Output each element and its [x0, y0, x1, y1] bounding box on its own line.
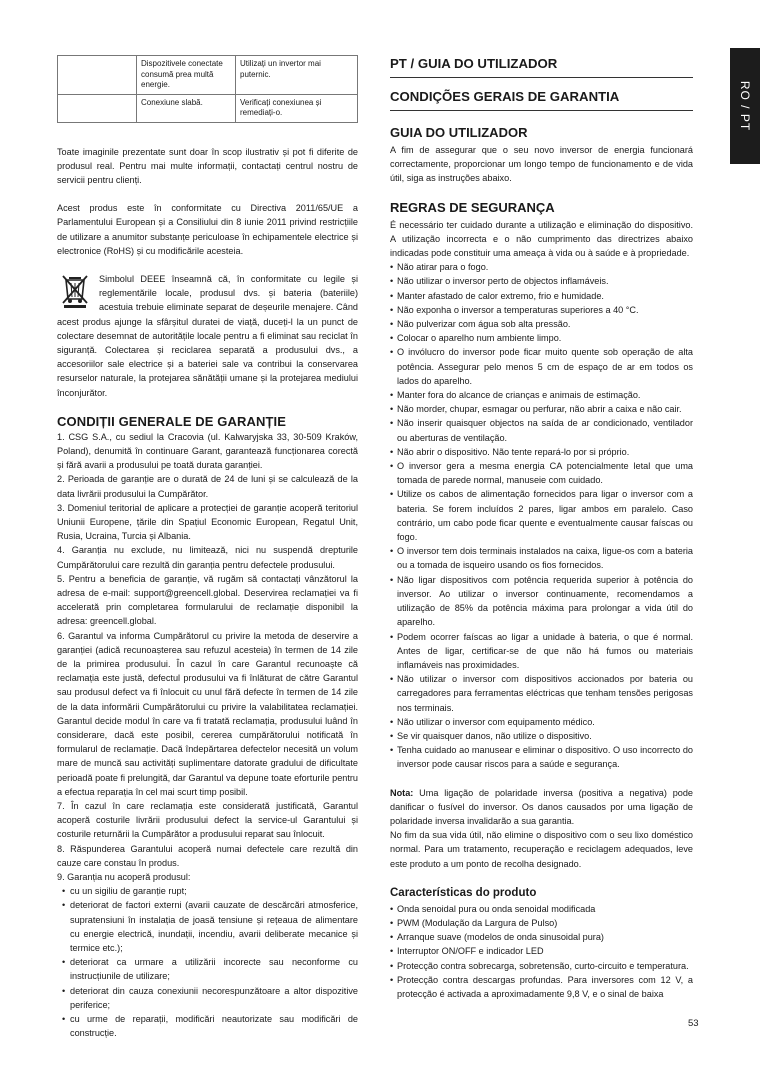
list-item: 7. În cazul în care reclamația este considerată justificată, Garantul acoperă costurile livrării produsului defect la service-ul Garantului și costurile returnării la Cumpărător a produsului reparat sau înlocuit.: [57, 801, 358, 840]
language-tab-label: RO / PT: [738, 80, 752, 132]
features-heading: Características do produto: [390, 886, 537, 899]
list-item: • Não utilizar o inversor com equipamento médico.: [390, 715, 693, 729]
list-item: • Onda senoidal pura ou onda senoidal modificada: [390, 902, 693, 916]
list-item: • cu un sigiliu de garanție rupt;: [62, 884, 358, 898]
guide-heading: GUIA DO UTILIZADOR: [390, 125, 528, 140]
list-item: • Interruptor ON/OFF e indicador LED: [390, 944, 693, 958]
table-cell-empty: [58, 94, 137, 122]
rohs-paragraph: Acest produs este în conformitate cu Directiva 2011/65/UE a Parlamentului European și a Consiliului din 8 iunie 2011 privind restricțiile de utilizare a anumitor substanțe periculoase în echipamentele electrice și electronice (RoHS) și cu modificările acesteia.: [57, 203, 358, 256]
list-item: • Manter fora do alcance de crianças e animais de estimação.: [390, 388, 693, 402]
list-item: 3. Domeniul teritorial de aplicare a protecției de garanție acoperă teritoriul Uniunii Europene, țările din Spațiul Economic European, Regatul Unit, Rusia, Ucraina, Turcia și Albania.: [57, 502, 358, 542]
list-item: • Não pulverizar com água sob alta pressão.: [390, 317, 693, 331]
note-text: Uma ligação de polaridade inversa (positiva a negativa) pode danificar o fusível do inversor. Os danos causados por uma ligação de polaridade inversa invalidarão a sua garantia.: [390, 787, 693, 826]
list-item: • Tenha cuidado ao manusear e eliminar o dispositivo. O uso incorrecto do inversor pode causar riscos para a saúde e segurança.: [390, 743, 693, 771]
features-list: [390, 902, 693, 1001]
troubleshooting-table: [57, 55, 358, 123]
warranty-list: [57, 430, 358, 885]
list-item: 2. Perioada de garanție are o durată de 24 de luni și se calculează de la data livrării produsului la Cumpărător.: [57, 474, 358, 499]
list-item: • Manter afastado de calor extremo, frio e humidade.: [390, 289, 693, 303]
list-item: • Podem ocorrer faíscas ao ligar a unidade à bateria, o que é normal. Antes de ligar, certificar-se de que não há fumos ou materiais inflamáveis nas proximidades.: [390, 630, 693, 673]
table-cell-solution: Verificați conexiunea și remediați-o.: [236, 94, 358, 122]
list-item: • Não exponha o inversor a temperaturas superiores a 40 °C.: [390, 303, 693, 317]
right-column: [390, 55, 693, 1001]
list-item: 9. Garanția nu acoperă produsul:: [57, 872, 191, 883]
safety-list: [390, 260, 693, 771]
list-item: • deteriorat de factori externi (avarii cauzate de descărcări atmosferice, supratensiuni în instalația de joasă tensiune și rețeaua de alimentare cu energie electrică, inundații, incendiu, avarii deliberate mecanice și termice etc.);: [62, 898, 358, 955]
list-item: • O inversor tem dois terminais instalados na caixa, ligue-os com a bateria ou a tomada de isqueiro usando os fios fornecidos.: [390, 544, 693, 572]
weee-block: [57, 272, 358, 400]
list-item: • Não utilizar o inversor com dispositivos accionados por bateria ou carregadores para ferramentas eléctricas que tenham tensões perigosas nos terminais.: [390, 672, 693, 715]
page-title: PT / GUIA DO UTILIZADOR: [390, 55, 693, 78]
list-item: • PWM (Modulação da Largura de Pulso): [390, 916, 693, 930]
safety-heading: REGRAS DE SEGURANÇA: [390, 199, 555, 215]
list-item: • cu urme de reparații, modificări neautorizate sau modificări de construcție.: [62, 1012, 358, 1040]
table-row: [58, 94, 358, 122]
images-disclaimer: Toate imaginile prezentate sunt doar în scop ilustrativ și pot fi diferite de produsul real. Pentru mai multe informații, contactați centrul nostru de servicii pentru clienți.: [57, 146, 358, 185]
list-item: • Não morder, chupar, esmagar ou perfurar, não abrir a caixa e não cair.: [390, 402, 693, 416]
list-item: • Colocar o aparelho num ambiente limpo.: [390, 331, 693, 345]
weee-bin-icon: [61, 274, 89, 308]
disposal-paragraph: No fim da sua vida útil, não elimine o dispositivo com o seu lixo doméstico normal. Para um tratamento, recuperação e reciclagem adequados, leve este produto a um ponto de recolha designado.: [390, 830, 693, 869]
list-item: • Não abrir o dispositivo. Não tente repará-lo por si próprio.: [390, 445, 693, 459]
list-item: • Não atirar para o fogo.: [390, 260, 693, 274]
table-cell-problem: Dispozitivele conectate consumă prea multă energie.: [137, 56, 236, 95]
list-item: 1. CSG S.A., cu sediul la Cracovia (ul. Kalwaryjska 33, 30-509 Kraków, Poland), denumită în continuare Garant, garantează funcționarea corectă și fără avarii a produsului pe toată durata garanției.: [57, 431, 358, 471]
left-column: [57, 55, 358, 1040]
page-number: 53: [688, 1018, 699, 1029]
table-cell-solution: Utilizați un invertor mai puternic.: [236, 56, 358, 95]
list-item: • deteriorat ca urmare a utilizării incorecte sau neconforme cu instrucțiunile de utilizare;: [62, 955, 358, 983]
page-subtitle: CONDIÇÕES GERAIS DE GARANTIA: [390, 88, 693, 111]
guide-paragraph: A fim de assegurar que o seu novo inversor de energia funcionará correctamente, proporcionar um longo tempo de funcionamento e de vida útil, siga as instruções abaixo.: [390, 145, 693, 184]
list-item: • Não utilizar o inversor perto de objectos inflamáveis.: [390, 274, 693, 288]
list-item: 5. Pentru a beneficia de garanție, vă rugăm să contactați vânzătorul la adresa de e-mail: support@greencell.global. Deservirea reclamației va fi accelerată prin completarea formularului de reclamație disponibil la adresa: greencell.global.: [57, 573, 358, 627]
list-item: • Se vir quaisquer danos, não utilize o dispositivo.: [390, 729, 693, 743]
warranty-exclusions: [57, 884, 358, 1040]
list-item: 8. Răspunderea Garantului acoperă numai defectele care rezultă din cauze care constau în produs.: [57, 843, 358, 868]
list-item: 6. Garantul va informa Cumpărătorul cu privire la metoda de deservire a garanției (adică recunoașterea sau refuzul acesteia) în termen de 14 zile de la primirea produsului. În cazul în care Garantul recunoaște că reclamația este justă, defectul produsului va fi înlăturat de către Garantul sau produsul defect va fi înlocuit cu unul fără defecte în termen de 14 zile de la data informării Cumpărătorului cu privire la valabilitatea reclamației. Garantul decide modul în care va fi tratată reclamația, produsului luând în considerare, dacă este posibil, cererea cumpărătorului notificată în formularul de reclamație. Dacă îndepărtarea defectelor necesită un volum mare de muncă sau activități suplimentare datorate gradului de dificultate perioadă poate fi prelungită, dar Garantul va depune toate eforturile pentru a efectua reparația în cel mai scurt timp posibil.: [57, 630, 358, 797]
warranty-heading: CONDIȚII GENERALE DE GARANȚIE: [57, 413, 286, 429]
list-item: • Utilize os cabos de alimentação fornecidos para ligar o inversor com a bateria. Se forem incluídos 2 pares, ligar ambos em paralelo. Caso contrário, um cabo pode ficar quente e eventualmente causar faíscas ou fogo.: [390, 487, 693, 544]
safety-intro: É necessário ter cuidado durante a utilização e eliminação do dispositivo. A utilização incorrecta e o não cumprimento das directrizes abaixo indicadas pode constituir uma ameaça à vida ou à saúde e à propriedade.: [390, 219, 693, 259]
list-item: • Não inserir quaisquer objectos na saída de ar condicionado, ventilador ou aberturas de ventilação.: [390, 416, 693, 444]
list-item: • deteriorat din cauza conexiunii necorespunzătoare a altor dispozitive periferice;: [62, 984, 358, 1012]
list-item: • O invólucro do inversor pode ficar muito quente sob operação de alta potência. Assegurar pelo menos 5 cm de espaço de ar em todos os lados do aparelho.: [390, 345, 693, 388]
language-tab: [730, 48, 760, 164]
list-item: • Não ligar dispositivos com potência requerida superior à potência do inversor. Ao utilizar o inversor continuamente, recomendamos a utilização de 85% da potência máxima para prolongar a vida útil do aparelho.: [390, 573, 693, 630]
note-paragraph: [390, 786, 693, 829]
note-label: Nota:: [390, 787, 414, 798]
weee-paragraph: Simbolul DEEE înseamnă că, în conformitate cu legile și reglementările locale, produsul dvs. și bateria (bateriile) acestuia trebuie eliminate separat de deșeurile menajere. Când acest produs ajunge la sfârșitul duratei de viață, duceți-l la un punct de colectare desemnat de autoritățile locale pentru a fi eliminat sau reciclat în siguranță. Colectarea și reciclarea separată a produsului dvs., a accesoriilor sale electrice și a bateriei sale va contribui la conservarea resurselor naturale, la protejarea sănătății umane și la protejarea mediului înconjurător.: [57, 273, 358, 398]
list-item: • Protecção contra descargas profundas. Para inversores com 12 V, a protecção é activada a aproximadamente 9,8 V, e o sinal de baixa: [390, 973, 693, 1001]
list-item: • Protecção contra sobrecarga, sobretensão, curto-circuito e temperatura.: [390, 959, 693, 973]
table-cell-problem: Conexiune slabă.: [137, 94, 236, 122]
list-item: • O inversor gera a mesma energia CA potencialmente letal que uma tomada de parede normal, manuseie com cuidado.: [390, 459, 693, 487]
list-item: 4. Garanția nu exclude, nu limitează, nici nu suspendă drepturile Cumpărătorului care rezultă din garanția pentru defectele produsului.: [57, 545, 358, 570]
list-item: • Arranque suave (modelos de onda sinusoidal pura): [390, 930, 693, 944]
table-row: [58, 56, 358, 95]
table-cell-empty: [58, 56, 137, 95]
